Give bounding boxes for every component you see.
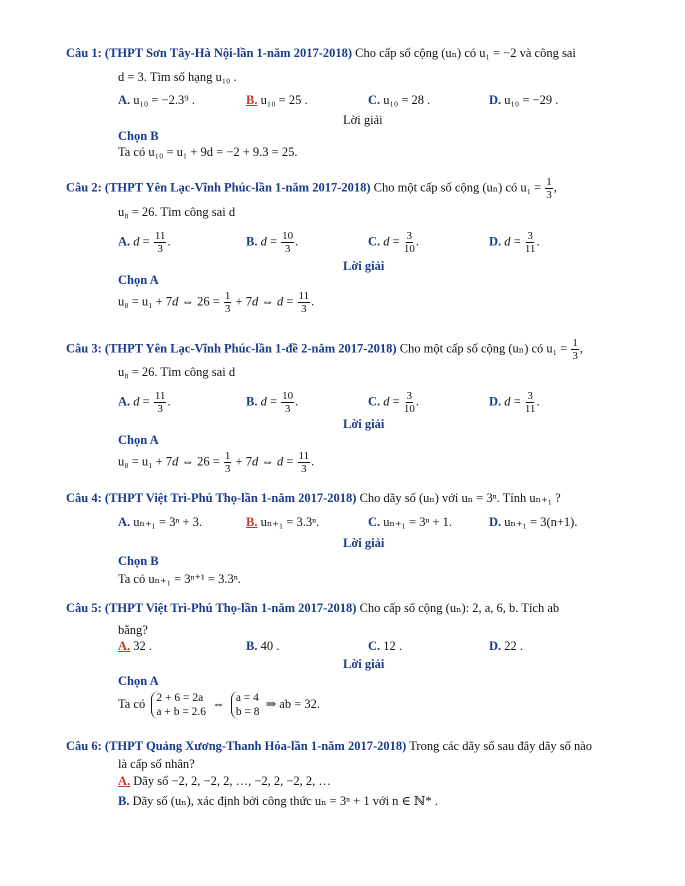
option-label: A. — [118, 515, 131, 529]
question-text: Cho một cấp số cộng (uₙ) có u₁ = — [373, 180, 542, 195]
question-text: Trong các dãy số sau đây dãy số nào — [409, 739, 593, 753]
question-3-stem-cont: u₈ = 26. Tìm công sai d — [118, 365, 236, 379]
option-label: C. — [368, 639, 381, 653]
option-label-correct: B. — [246, 515, 258, 529]
option-c[interactable] — [368, 638, 402, 654]
option-b[interactable] — [118, 793, 438, 809]
solution-work: Ta có 2 + 6 = 2a a + b = 2.6 ⇔ a = 4 b = 8 ⇒ ab = 32. — [118, 692, 321, 718]
option-a[interactable] — [118, 514, 202, 530]
question-number: Câu 1: — [66, 46, 102, 60]
option-text: Dãy số (uₙ), xác định bởi công thức uₙ = 3ⁿ + 1 với n ∈ ℕ* . — [132, 794, 438, 808]
option-d[interactable]: D. d = $\frac{3}{11}$ . — [489, 390, 540, 415]
question-number: Câu 2: — [66, 180, 102, 195]
question-source: (THPT Việt Trì-Phú Thọ-lần 1-năm 2017-2018) — [104, 491, 357, 505]
question-text: Cho dãy số (uₙ) với uₙ = 3ⁿ. Tính uₙ₊₁ ? — [359, 491, 561, 505]
result: ⇒ ab = 32. — [265, 696, 321, 711]
fraction: $\frac{1}{3}$ — [572, 337, 578, 362]
fraction: $\frac{10}{3}$ — [282, 390, 294, 415]
question-5-stem — [66, 600, 559, 616]
option-b[interactable] — [246, 638, 279, 654]
fraction: $\frac{11}{3}$ — [298, 450, 310, 475]
option-label: D. — [489, 515, 502, 529]
question-5-stem-cont: bằng? — [118, 623, 148, 637]
fraction: $\frac{3}{11}$ — [524, 230, 536, 255]
option-text: uₙ₊₁ = 3ⁿ + 3. — [133, 515, 203, 529]
chosen-answer: Chọn A — [118, 433, 159, 447]
option-text: u₁₀ = 25 . — [260, 93, 308, 107]
question-number: Câu 4: — [66, 491, 102, 505]
fraction: $\frac{1}{3}$ — [224, 290, 231, 315]
option-a[interactable]: A. d = $\frac{11}{3}$ . — [118, 390, 171, 415]
option-d[interactable] — [489, 638, 523, 654]
option-c[interactable] — [368, 514, 452, 530]
option-c[interactable]: C. d = $\frac{3}{10}$ . — [368, 230, 419, 255]
option-a[interactable] — [118, 773, 331, 789]
option-label: B. — [246, 394, 258, 409]
option-label-correct: B. — [246, 93, 258, 107]
question-2-stem: Câu 2: (THPT Yên Lạc-Vĩnh Phúc-lần 1-năm 2017-2018) Cho một cấp số cộng (uₙ) có u₁ = $\frac{1}{3}$ , — [66, 176, 557, 201]
question-number: Câu 5: — [66, 601, 102, 615]
option-text: u₁₀ = −2.3⁹ . — [133, 93, 195, 107]
equation: a + b = 2.6 — [156, 706, 207, 718]
option-text: 40 . — [260, 639, 280, 653]
option-label: D. — [489, 394, 502, 409]
option-b[interactable] — [246, 92, 308, 108]
question-source: (THPT Sơn Tây-Hà Nội-lần 1-năm 2017-2018) — [104, 46, 353, 60]
question-6-stem — [66, 738, 592, 754]
option-text: u₁₀ = 28 . — [383, 93, 431, 107]
question-number: Câu 6: — [66, 739, 102, 753]
chosen-answer: Chọn B — [118, 554, 159, 568]
question-3-stem: Câu 3: (THPT Yên Lạc-Vĩnh Phúc-lần 1-đề 2-năm 2017-2018) Cho một cấp số cộng (uₙ) có u₁ = $\frac{1}{3}$ , — [66, 337, 583, 362]
option-a[interactable] — [118, 638, 152, 654]
option-label: C. — [368, 515, 381, 529]
option-label: C. — [368, 394, 381, 409]
question-source: (THPT Việt Trì-Phú Thọ-lần 1-năm 2017-2018) — [104, 601, 357, 615]
equation: 2 + 6 = 2a — [156, 692, 204, 704]
option-label-correct: A. — [118, 639, 131, 653]
option-d[interactable] — [489, 92, 558, 108]
solution-work: Ta có uₙ₊₁ = 3ⁿ⁺¹ = 3.3ⁿ. — [118, 572, 241, 586]
solution-work: u₈ = u₁ + 7d ⇔ 26 = $\frac{1}{3}$ + 7d ⇔ d = $\frac{11}{3}$ . — [118, 290, 315, 315]
option-b[interactable]: B. d = $\frac{10}{3}$ . — [246, 230, 299, 255]
solution-heading: Lời giải — [343, 113, 383, 127]
question-text: Cho cấp số cộng (uₙ): 2, a, 6, b. Tích ab — [359, 601, 560, 615]
option-text: 12 . — [383, 639, 403, 653]
fraction: $\frac{11}{3}$ — [154, 390, 166, 415]
option-text: uₙ₊₁ = 3.3ⁿ. — [260, 515, 320, 529]
option-a[interactable]: A. d = $\frac{11}{3}$ . — [118, 230, 171, 255]
fraction: $\frac{1}{3}$ — [546, 176, 552, 201]
question-4-stem — [66, 490, 561, 506]
chosen-answer: Chọn A — [118, 273, 159, 287]
option-text: 22 . — [504, 639, 524, 653]
option-label: D. — [489, 234, 502, 249]
option-text: uₙ₊₁ = 3ⁿ + 1. — [383, 515, 453, 529]
option-text: Dãy số −2, 2, −2, 2, …, −2, 2, −2, 2, … — [133, 774, 331, 788]
option-label: C. — [368, 93, 381, 107]
equation-system — [151, 691, 206, 719]
option-label-correct: A. — [118, 774, 131, 788]
option-label: D. — [489, 93, 502, 107]
option-d[interactable] — [489, 514, 577, 530]
question-6-stem-cont: là cấp số nhân? — [118, 757, 195, 771]
option-a[interactable] — [118, 92, 195, 108]
work-prefix: Ta có — [118, 696, 146, 711]
question-source: (THPT Quảng Xương-Thanh Hóa-lần 1-năm 2017-2018) — [104, 739, 407, 753]
question-2-stem-cont: u₈ = 26. Tìm công sai d — [118, 205, 236, 219]
solution-work: u₈ = u₁ + 7d ⇔ 26 = $\frac{1}{3}$ + 7d ⇔ d = $\frac{11}{3}$ . — [118, 450, 315, 475]
option-label: A. — [118, 93, 131, 107]
question-number: Câu 3: — [66, 341, 102, 356]
equation: b = 8 — [235, 706, 260, 718]
question-1-stem-cont: d = 3. Tìm số hạng u₁₀ . — [118, 70, 237, 84]
question-text: Cho một cấp số cộng (uₙ) có u₁ = — [399, 341, 568, 356]
equation-system — [231, 691, 260, 719]
question-1-stem — [66, 45, 576, 61]
option-text: u₁₀ = −29 . — [504, 93, 559, 107]
option-c[interactable] — [368, 92, 430, 108]
option-d[interactable]: D. d = $\frac{3}{11}$ . — [489, 230, 540, 255]
solution-heading: Lời giải — [343, 536, 385, 550]
option-label: B. — [118, 794, 130, 808]
fraction: $\frac{3}{10}$ — [403, 230, 415, 255]
fraction: $\frac{1}{3}$ — [224, 450, 231, 475]
chosen-answer: Chọn B — [118, 129, 159, 143]
solution-heading: Lời giải — [343, 259, 385, 273]
solution-heading: Lời giải — [343, 657, 385, 671]
option-label: A. — [118, 394, 131, 409]
option-c[interactable]: C. d = $\frac{3}{10}$ . — [368, 390, 419, 415]
equation: a = 4 — [235, 692, 259, 704]
question-source: (THPT Yên Lạc-Vĩnh Phúc-lần 1-năm 2017-2018) — [104, 180, 371, 195]
option-label: B. — [246, 234, 258, 249]
option-label: D. — [489, 639, 502, 653]
option-text: uₙ₊₁ = 3(n+1). — [504, 515, 578, 529]
solution-work: Ta có u₁₀ = u₁ + 9d = −2 + 9.3 = 25. — [118, 145, 298, 159]
chosen-answer: Chọn A — [118, 674, 159, 688]
fraction: $\frac{11}{3}$ — [154, 230, 166, 255]
option-b[interactable]: B. d = $\frac{10}{3}$ . — [246, 390, 299, 415]
fraction: $\frac{11}{3}$ — [298, 290, 310, 315]
option-label: C. — [368, 234, 381, 249]
fraction: $\frac{3}{10}$ — [403, 390, 415, 415]
solution-heading: Lời giải — [343, 417, 385, 431]
question-text: Cho cấp số cộng (uₙ) có u₁ = −2 và công sai — [355, 46, 576, 60]
option-b[interactable] — [246, 514, 319, 530]
option-text: 32 . — [133, 639, 153, 653]
fraction: $\frac{10}{3}$ — [282, 230, 294, 255]
fraction: $\frac{3}{11}$ — [524, 390, 536, 415]
option-label: B. — [246, 639, 258, 653]
question-source: (THPT Yên Lạc-Vĩnh Phúc-lần 1-đề 2-năm 2017-2018) — [104, 341, 397, 356]
option-label: A. — [118, 234, 131, 249]
